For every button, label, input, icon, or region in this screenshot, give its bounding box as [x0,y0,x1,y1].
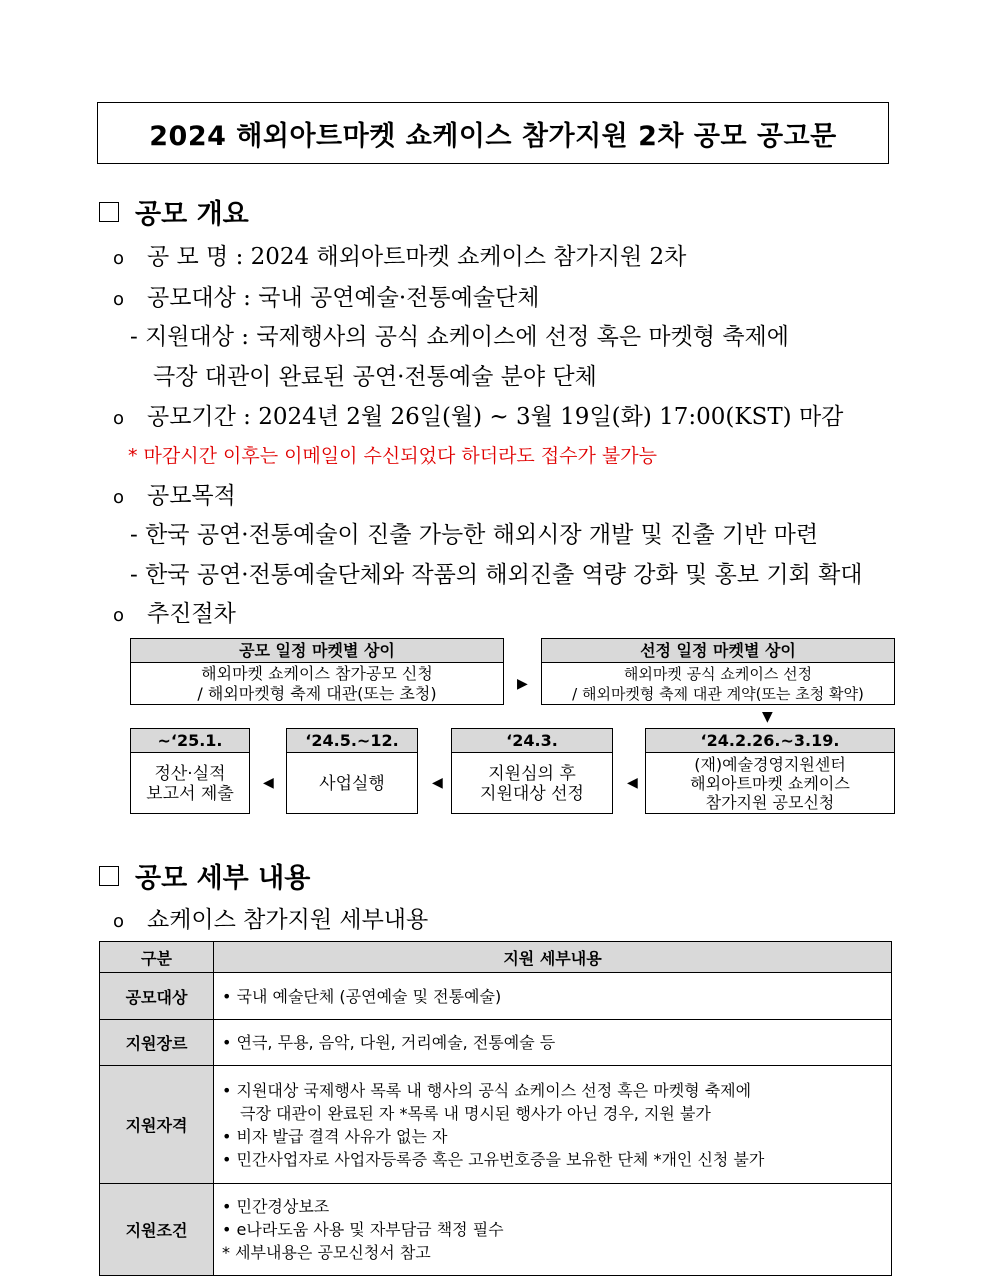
circle-bullet-icon: o [113,911,125,932]
header-details: 지원 세부내용 [214,942,892,973]
flow-step-selection [451,728,613,814]
row-line: • 민간경상보조 [222,1197,330,1216]
section-title: 공모 세부 내용 [135,863,311,894]
flow-head: ‘24.3. [452,729,612,753]
table-row [100,1184,892,1276]
row-content [214,1020,892,1066]
flow-head: ‘24.2.26.~3.19. [646,729,894,753]
flow-step-application [645,728,895,814]
table-row [100,1066,892,1184]
flow-line: 지원심의 후 [488,763,576,784]
item-text: 공모목적 [147,483,236,509]
flow-line: / 해외마켓형 축제 대관 계약(또는 초청 확약) [572,685,864,703]
flow-step-execution [286,728,418,814]
sub-target-line2: 극장 대관이 완료된 공연·전통예술 분야 단체 [153,364,597,390]
row-line: • 연극, 무용, 음악, 다원, 거리예술, 전통예술 등 [222,1033,556,1052]
flow-head: ~‘25.1. [131,729,249,753]
document-title: 2024 해외아트마켓 쇼케이스 참가지원 2차 공모 공고문 [97,102,889,164]
arrow-left-icon: ◀ [263,775,274,791]
flow-line: / 해외마켓형 축제 대관(또는 초청) [197,684,437,703]
flow-head: ‘24.5.~12. [287,729,417,753]
item-showcase-details [113,901,428,934]
header-category: 구분 [100,942,214,973]
flow-line: 해외아트마켓 쇼케이스 [690,774,850,793]
row-content [214,973,892,1020]
flow-line: 지원대상 선정 [480,783,584,804]
circle-bullet-icon: o [113,289,125,310]
flow-line: 참가지원 공모신청 [705,793,835,812]
row-line: • 비자 발급 결격 사유가 없는 자 [222,1126,448,1146]
row-content [214,1184,892,1276]
item-text: 쇼케이스 참가지원 세부내용 [147,907,429,933]
details-table [99,941,892,1276]
arrow-down-icon: ▼ [762,709,773,725]
row-line: • 지원대상 국제행사 목록 내 행사의 공식 쇼케이스 선정 혹은 마켓형 축제에 [222,1080,752,1100]
item-contest-target [113,279,539,312]
item-purpose [113,477,236,510]
flow-line: (재)예술경영지원센터 [694,755,846,774]
section-overview-heading [97,192,249,231]
flow-head: 선정 일정 마켓별 상이 [542,639,894,663]
row-label: 지원자격 [100,1066,214,1184]
circle-bullet-icon: o [113,605,125,626]
purpose-item-1: - 한국 공연·전통예술이 진출 가능한 해외시장 개발 및 진출 기반 마련 [130,522,819,548]
row-line: • 국내 예술단체 (공연예술 및 전통예술) [222,986,502,1006]
item-text: 공모대상 : 국내 공연예술·전통예술단체 [147,285,540,311]
section-details-heading [97,856,310,895]
row-line: • e나라도움 사용 및 자부담금 책정 필수 [222,1220,504,1239]
arrow-left-icon: ◀ [432,775,443,791]
item-text: 추진절차 [147,601,236,627]
flow-line: 해외마켓 공식 쇼케이스 선정 [623,665,813,683]
flow-line: 정산·실적 [154,763,226,784]
row-label: 공모대상 [100,973,214,1020]
item-text: 공모기간 : 2024년 2월 26일(월) ~ 3월 19일(화) 17:00(KST) 마감 [147,404,844,430]
row-label: 지원장르 [100,1020,214,1066]
sub-target-line1: - 지원대상 : 국제행사의 공식 쇼케이스에 선정 혹은 마켓형 축제에 [130,324,789,350]
checkbox-square-icon [99,866,119,886]
row-line: • 민간사업자로 사업자등록증 혹은 고유번호증을 보유한 단체 *개인 신청 불가 [222,1149,765,1169]
flow-step-settlement [130,728,250,814]
flow-top-left [130,638,504,705]
circle-bullet-icon: o [113,248,125,269]
section-title: 공모 개요 [135,199,249,230]
arrow-right-icon: ▶ [517,676,528,692]
circle-bullet-icon: o [113,487,125,508]
flow-line: 해외마켓 쇼케이스 참가공모 신청 [201,664,433,683]
row-line: * 세부내용은 공모신청서 참고 [222,1243,431,1262]
purpose-item-2: - 한국 공연·전통예술단체와 작품의 해외진출 역량 강화 및 홍보 기회 확대 [130,562,863,588]
deadline-note: * 마감시간 이후는 이메일이 수신되었다 하더라도 접수가 불가능 [128,445,657,467]
table-row [100,973,892,1020]
table-row [100,1020,892,1066]
checkbox-square-icon [99,202,119,222]
circle-bullet-icon: o [113,408,125,429]
flow-line: 보고서 제출 [146,783,234,804]
item-period [113,398,843,431]
flow-head: 공모 일정 마켓별 상이 [131,639,503,663]
arrow-left-icon: ◀ [627,775,638,791]
flow-line: 사업실행 [319,773,385,794]
row-line: 극장 대관이 완료된 자 *목록 내 명시된 행사가 아닌 경우, 지원 불가 [240,1103,711,1123]
row-label: 지원조건 [100,1184,214,1276]
flow-top-right [541,638,895,705]
table-header-row [100,942,892,973]
item-procedure [113,595,236,628]
item-contest-name [113,238,686,271]
row-content [214,1066,892,1184]
item-text: 공 모 명 : 2024 해외아트마켓 쇼케이스 참가지원 2차 [147,244,687,270]
